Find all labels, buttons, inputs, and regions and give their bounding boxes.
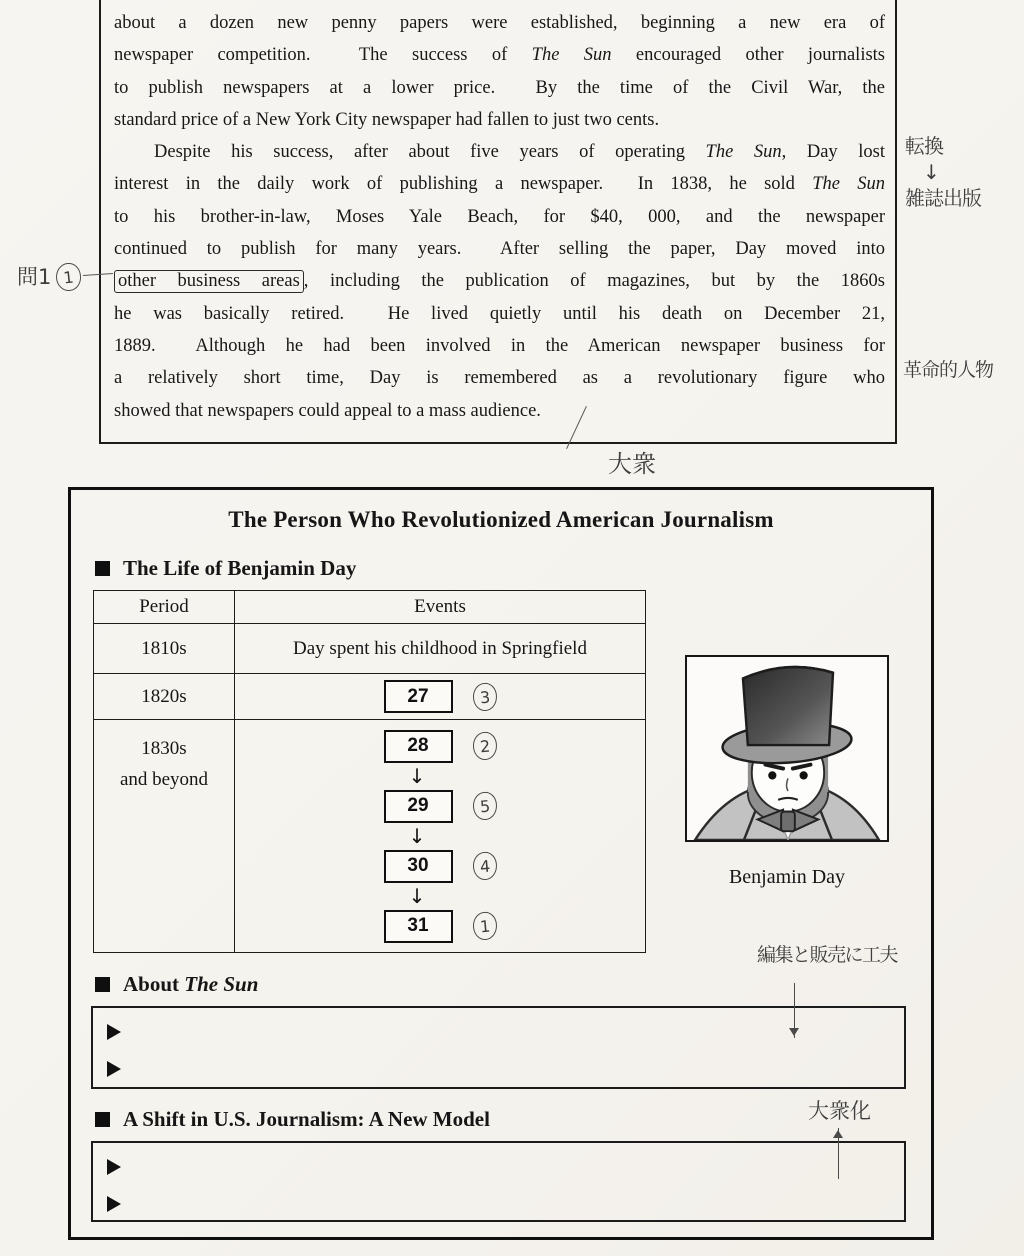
- column-header-period: Period: [94, 591, 235, 624]
- benjamin-day-portrait: [685, 655, 889, 842]
- down-arrow-icon: ↓: [408, 763, 426, 788]
- square-bullet-icon: [95, 561, 110, 576]
- passage-line: interest in the daily work of publishing a newspaper. In 1838, he sold The Sun: [114, 174, 886, 195]
- bullet-item: [107, 1185, 892, 1222]
- period-cell: 1810s: [94, 624, 235, 674]
- section-shift-heading-label: A Shift in U.S. Journalism: A New Model: [123, 1107, 490, 1131]
- event-flow: [235, 674, 645, 719]
- margin-note-mass: 大衆: [608, 450, 656, 478]
- answer-box-31[interactable]: 31: [384, 910, 453, 943]
- event-slot: [384, 680, 497, 713]
- portrait-caption: Benjamin Day: [728, 866, 846, 888]
- event-cell: Day spent his childhood in Springfield: [235, 624, 646, 674]
- worksheet-title: The Person Who Revolutionized American Journalism: [228, 507, 774, 532]
- margin-note-revolutionary: 革命的人物: [903, 359, 994, 381]
- bullet-item: [107, 1013, 892, 1050]
- margin-note-line: 転換: [905, 134, 943, 158]
- passage-line: to his brother-in-law, Moses Yale Beach, for $40, 000, and the newspaper: [114, 206, 885, 227]
- down-arrow-icon: ↓: [408, 883, 426, 908]
- event-slot: [384, 730, 497, 763]
- passage-line: a relatively short time, Day is remembered as a revolutionary figure who: [114, 368, 885, 389]
- passage-line: other business areas , including the publication of magazines, but by the 1860s: [114, 265, 885, 297]
- section-about-heading-label: About The Sun: [123, 972, 259, 996]
- portrait-illustration: [687, 657, 887, 840]
- period-line: 1830s: [141, 738, 187, 759]
- period-cell: [94, 720, 235, 953]
- passage-text: [114, 7, 885, 427]
- square-bullet-icon: [95, 1112, 110, 1127]
- handwritten-circled-number: 1: [471, 911, 497, 941]
- passage-line: continued to publish for many years. After selling the paper, Day moved into: [114, 239, 885, 260]
- note-popularization: 大衆化: [808, 1099, 871, 1123]
- section-life-heading-label: The Life of Benjamin Day: [123, 556, 357, 580]
- annotation-arrow-up-icon: [838, 1128, 839, 1179]
- column-header-events: Events: [235, 591, 646, 624]
- square-bullet-icon: [95, 977, 110, 992]
- passage-line: to publish newspapers at a lower price. By the time of the Civil War, the: [114, 77, 885, 98]
- answer-box-29[interactable]: 29: [384, 790, 453, 823]
- handwritten-circled-number: 2: [471, 731, 497, 761]
- table-row: [94, 624, 646, 674]
- passage-line: Despite his success, after about five years of operating The Sun, Day lost: [154, 142, 885, 163]
- answer-box-28[interactable]: 28: [384, 730, 453, 763]
- note-editing-sales: 編集と販売に工夫: [757, 944, 898, 966]
- down-arrow-icon: ↓: [408, 823, 426, 848]
- shift-box: [91, 1141, 906, 1222]
- event-slot: [384, 850, 497, 883]
- handwritten-circled-number: 4: [471, 851, 497, 881]
- section-about-heading: [95, 972, 258, 997]
- event-cell: [235, 720, 646, 953]
- question-label: 問1: [17, 265, 52, 289]
- bullet-item: [107, 1148, 892, 1185]
- table-row: [94, 674, 646, 720]
- passage-box: [99, 0, 897, 444]
- annotation-arrow-down-icon: [794, 983, 795, 1038]
- triangle-bullet-icon: [107, 1061, 121, 1077]
- period-cell: 1820s: [94, 674, 235, 720]
- section-shift-heading: [95, 1107, 490, 1132]
- bullet-item: [107, 1050, 892, 1087]
- event-slot: [384, 790, 497, 823]
- passage-line: he was basically retired. He lived quietly until his death on December 21,: [114, 303, 885, 324]
- passage-line: showed that newspapers could appeal to a mass audience.: [114, 400, 541, 421]
- passage-line: about a dozen new penny papers were established, beginning a new era of: [114, 13, 885, 33]
- worksheet-box: [68, 487, 934, 1240]
- handwritten-circled-number: 1: [55, 262, 83, 292]
- life-table: [93, 590, 646, 953]
- answer-box-30[interactable]: 30: [384, 850, 453, 883]
- passage-line: standard price of a New York City newspaper had fallen to just two cents.: [114, 109, 660, 130]
- handwritten-circled-number: 5: [471, 791, 497, 821]
- handwritten-circled-number: 3: [471, 682, 497, 712]
- triangle-bullet-icon: [107, 1196, 121, 1212]
- table-header-row: [94, 591, 646, 624]
- event-flow: [235, 720, 645, 952]
- event-cell: [235, 674, 646, 720]
- section-life-heading: [95, 556, 356, 581]
- boxed-phrase: other business areas: [114, 270, 304, 293]
- table-row: [94, 720, 646, 953]
- passage-line: 1889. Although he had been involved in the American newspaper business for: [114, 335, 885, 356]
- passage-line: newspaper competition. The success of The Sun encouraged other journalists: [114, 45, 885, 66]
- about-box: [91, 1006, 906, 1089]
- event-slot: [384, 910, 497, 943]
- margin-note-line: 雑誌出版: [905, 186, 981, 210]
- answer-box-27[interactable]: 27: [384, 680, 453, 713]
- down-arrow-icon: ↓: [923, 160, 939, 184]
- triangle-bullet-icon: [107, 1024, 121, 1040]
- triangle-bullet-icon: [107, 1159, 121, 1175]
- margin-note-transition: [905, 133, 1023, 211]
- period-line: and beyond: [119, 769, 209, 790]
